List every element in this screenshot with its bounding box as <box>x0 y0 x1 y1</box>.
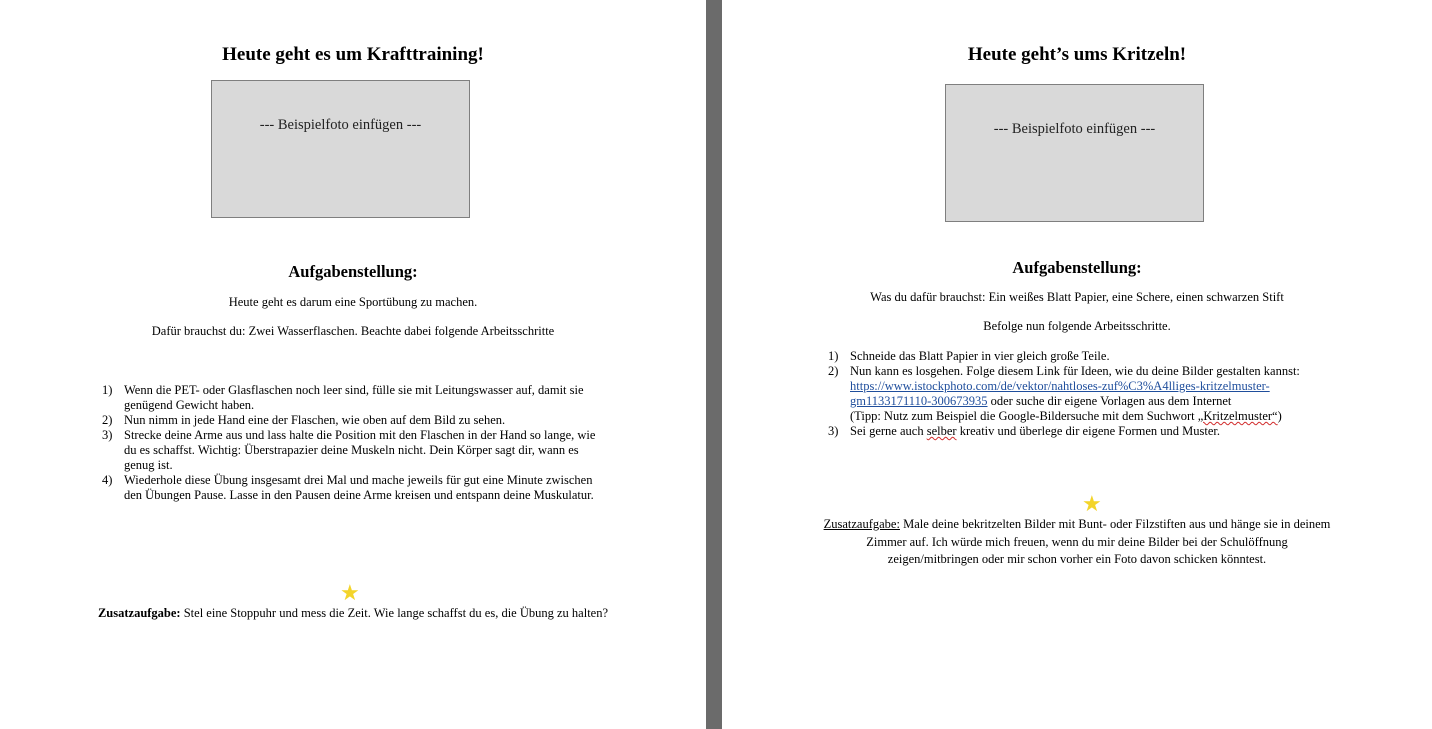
tip-text: (Tipp: Nutz zum Beispiel die Google-Bildersuche mit dem Suchwort <box>850 409 1198 423</box>
step-line: genug ist. <box>124 458 173 472</box>
tip-keyword: „Kritzelmuster“ <box>1197 409 1278 423</box>
steps-list <box>102 383 642 503</box>
extra-task-line <box>782 516 1372 534</box>
step-line <box>850 409 1388 424</box>
step-line: Nun kann es losgehen. Folge diesem Link für Ideen, wie du deine Bilder gestalten kannst: <box>850 364 1300 378</box>
intro-text: Heute geht es darum eine Sportübung zu machen. <box>228 295 478 309</box>
step-number: 3) <box>102 428 113 442</box>
photo-placeholder-label: --- Beispielfoto einfügen --- <box>259 117 422 133</box>
step-line: Wiederhole diese Übung insgesamt drei Mal und mache jeweils für gut eine Minute zwischen <box>124 473 593 487</box>
spell-flagged-word: selber <box>926 424 957 438</box>
extra-task-text: Stel eine Stoppuhr und mess die Zeit. Wie lange schaffst du es, die Übung zu halten? <box>180 606 609 620</box>
tip-text-end: ) <box>1277 409 1282 423</box>
extra-task-text: Male deine bekritzelten Bilder mit Bunt- oder Filzstiften aus und hänge sie in deinem <box>899 517 1331 531</box>
page-left <box>0 0 706 729</box>
step-number: 1) <box>828 349 839 363</box>
star-icon: ★ <box>1082 491 1102 516</box>
step-line <box>850 394 1388 409</box>
page-title: Heute geht’s ums Kritzeln! <box>967 44 1187 65</box>
extra-task-label: Zusatzaufgabe: <box>823 517 900 531</box>
extra-task-label: Zusatzaufgabe: <box>97 606 181 620</box>
steps-list <box>828 349 1388 439</box>
list-item <box>102 383 642 413</box>
star-icon: ★ <box>340 580 360 605</box>
step-line: den Übungen Pause. Lasse in den Pausen deine Arme kreisen und entspann deine Muskulatur. <box>124 488 594 502</box>
photo-placeholder <box>211 80 470 218</box>
extra-task <box>782 516 1372 569</box>
step-line <box>850 424 1388 439</box>
step-text: oder suche dir eigene Vorlagen aus dem Internet <box>987 394 1232 408</box>
list-item <box>102 473 642 503</box>
step-number: 3) <box>828 424 839 438</box>
list-item <box>102 428 642 473</box>
photo-placeholder-label: --- Beispielfoto einfügen --- <box>993 121 1156 137</box>
extra-task-line: zeigen/mitbringen oder mir schon vorher ein Foto davon schicken könntest. <box>887 552 1267 566</box>
extra-task-line: Zimmer auf. Ich würde mich freuen, wenn du mir deine Bilder bei der Schulöffnung <box>866 534 1288 549</box>
step-number: 1) <box>102 383 113 397</box>
list-item <box>828 364 1388 424</box>
step-line <box>850 379 1388 394</box>
step-line: du es schaffst. Wichtig: Überstrapazier deine Muskeln nicht. Dein Körper sagt dir, wann es <box>124 443 579 457</box>
list-item <box>828 424 1388 439</box>
step-line: genügend Gewicht haben. <box>124 398 255 412</box>
step-text: kreativ und überlege dir eigene Formen und Muster. <box>956 424 1221 438</box>
materials-text: Was du dafür brauchst: Ein weißes Blatt Papier, eine Schere, einen schwarzen Stift <box>870 290 1284 304</box>
instruction-text: Befolge nun folgende Arbeitsschritte. <box>983 319 1171 333</box>
task-heading: Aufgabenstellung: <box>1012 258 1142 277</box>
extra-task <box>0 605 706 623</box>
list-item <box>102 413 642 428</box>
page-title: Heute geht es um Krafttraining! <box>222 44 484 65</box>
ideas-link-continued[interactable]: gm1133171110-300673935 <box>850 394 988 408</box>
ideas-link[interactable]: https://www.istockphoto.com/de/vektor/nahtloses-zuf%C3%A4lliges-kritzelmuster- <box>850 379 1270 393</box>
page-divider <box>706 0 722 729</box>
photo-placeholder <box>945 84 1204 222</box>
list-item <box>828 349 1388 364</box>
step-line: Nun nimm in jede Hand eine der Flaschen, wie oben auf dem Bild zu sehen. <box>124 413 506 427</box>
materials-text: Dafür brauchst du: Zwei Wasserflaschen. Beachte dabei folgende Arbeitsschritte <box>151 324 555 338</box>
step-line: Strecke deine Arme aus und lass halte die Position mit den Flaschen in der Hand so lange, wie <box>124 428 596 442</box>
step-number: 2) <box>102 413 113 427</box>
step-line: Wenn die PET- oder Glasflaschen noch leer sind, fülle sie mit Leitungswasser auf, damit sie <box>124 383 584 397</box>
task-heading: Aufgabenstellung: <box>288 262 418 281</box>
step-number: 4) <box>102 473 113 487</box>
page-right <box>722 0 1432 729</box>
step-number: 2) <box>828 364 839 378</box>
step-text: Sei gerne auch <box>850 424 927 438</box>
step-line: Schneide das Blatt Papier in vier gleich große Teile. <box>850 349 1110 363</box>
